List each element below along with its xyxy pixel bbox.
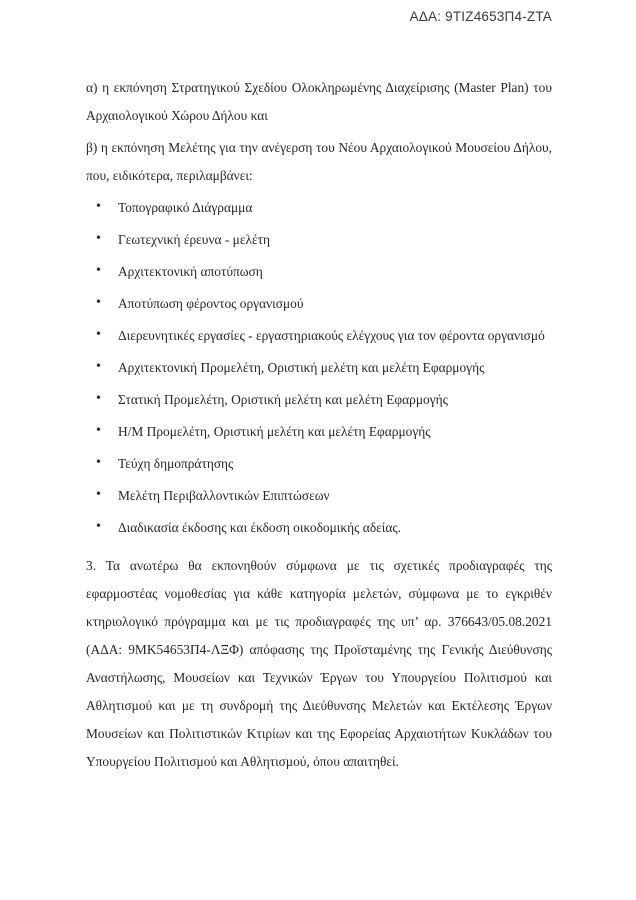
paragraph-a: α) η εκπόνηση Στρατηγικού Σχεδίου Ολοκληρωμένης Διαχείρισης (Master Plan) του Αρχαιολογικού Χώρου Δήλου και (86, 80, 552, 123)
deliverables-list (86, 194, 552, 542)
ada-code-label: ΑΔΑ: 9ΤΙΖ4653Π4-ΖΤΑ (409, 9, 552, 24)
bullet-icon: • (96, 295, 101, 310)
bullet-icon: • (96, 231, 101, 246)
document-body (86, 74, 552, 780)
bullet-icon: • (96, 487, 101, 502)
list-item (86, 258, 552, 286)
list-item (86, 322, 552, 350)
list-item-label: Διερευνητικές εργασίες - εργαστηριακούς ελέγχους για τον φέροντα οργανισμό (118, 328, 545, 343)
list-item-label: Στατική Προμελέτη, Οριστική μελέτη και μελέτη Εφαρμογής (118, 392, 448, 407)
bullet-icon: • (96, 327, 101, 342)
bullet-icon: • (96, 263, 101, 278)
list-item (86, 194, 552, 222)
list-item-label: Τοπογραφικό Διάγραμμα (118, 200, 253, 215)
bullet-icon: • (96, 199, 101, 214)
list-item-label: Μελέτη Περιβαλλοντικών Επιπτώσεων (118, 488, 330, 503)
bullet-icon: • (96, 423, 101, 438)
list-item (86, 450, 552, 478)
paragraph-b: β) η εκπόνηση Μελέτης για την ανέγερση του Νέου Αρχαιολογικού Μουσείου Δήλου, που, ειδικότερα, περιλαμβάνει: (86, 140, 552, 183)
list-item-label: Αρχιτεκτονική Προμελέτη, Οριστική μελέτη και μελέτη Εφαρμογής (118, 360, 485, 375)
list-item-label: Διαδικασία έκδοσης και έκδοση οικοδομικής αδείας. (118, 520, 402, 535)
bullet-icon: • (96, 359, 101, 374)
paragraph-3: 3. Τα ανωτέρω θα εκπονηθούν σύμφωνα με τις σχετικές προδιαγραφές της εφαρμοστέας νομοθεσίας για κάθε κατηγορία μελετών, σύμφωνα με το εγκριθέν κτηριολογικό πρόγραμμα και με τις προδιαγραφές της υπ’ αρ. 376643/05.08.2021 (ΑΔΑ: 9ΜΚ54653Π4-ΛΞΦ) απόφασης της Προϊσταμένης της Γενικής Διεύθυνσης Αναστήλωσης, Μουσείων και Τεχνικών Έργων του Υπουργείου Πολιτισμού και Αθλητισμού και με τη συνδρομή της Διεύθυνσης Μελετών και Εκτέλεσης Έργων Μουσείων και Πολιτιστικών Κτιρίων και της Εφορείας Αρχαιοτήτων Κυκλάδων του Υπουργείου Πολιτισμού και Αθλητισμού, όπου απαιτηθεί. (86, 558, 552, 769)
list-item-label: Η/Μ Προμελέτη, Οριστική μελέτη και μελέτη Εφαρμογής (118, 424, 431, 439)
list-item (86, 386, 552, 414)
list-item (86, 482, 552, 510)
bullet-icon: • (96, 455, 101, 470)
bullet-icon: • (96, 519, 101, 534)
list-item-label: Γεωτεχνική έρευνα - μελέτη (118, 232, 270, 247)
list-item (86, 226, 552, 254)
list-item-label: Αρχιτεκτονική αποτύπωση (118, 264, 263, 279)
list-item (86, 354, 552, 382)
list-item-label: Αποτύπωση φέροντος οργανισμού (118, 296, 304, 311)
list-item-label: Τεύχη δημοπράτησης (118, 456, 234, 471)
list-item (86, 514, 552, 542)
bullet-icon: • (96, 391, 101, 406)
list-item (86, 290, 552, 318)
list-item (86, 418, 552, 446)
